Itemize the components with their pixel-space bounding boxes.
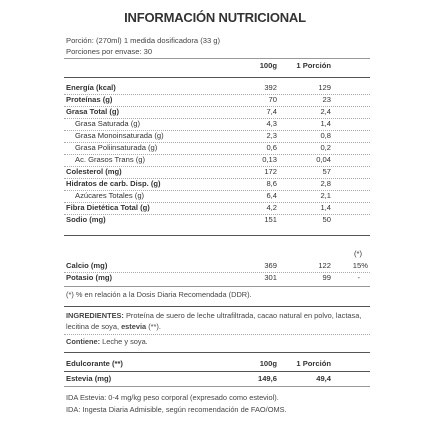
table-row — [66, 118, 370, 130]
divider — [64, 306, 370, 307]
row-value-100g: 6,4 — [266, 191, 277, 200]
row-value-100g: 7,4 — [266, 107, 277, 116]
table-row — [66, 154, 370, 166]
ddr-mark: (*) — [353, 249, 362, 258]
row-value-portion: 2,8 — [320, 179, 331, 188]
row-value-portion: 23 — [322, 95, 331, 104]
row-label: Colesterol (mg) — [66, 167, 122, 176]
row-value-portion: 2,1 — [320, 191, 331, 200]
table-row — [66, 202, 370, 214]
row-value-100g: 392 — [264, 83, 277, 92]
ida-definition: IDA: Ingesta Diaria Admisible, según recomendación de FAO/OMS. — [66, 405, 287, 414]
servings-info: Porciones por envase: 30 — [66, 47, 153, 56]
contains-label: Contiene: — [66, 337, 101, 346]
table-row — [66, 142, 370, 154]
row-label: Azúcares Totales (g) — [75, 191, 145, 200]
contains: Contiene: Leche y soya. — [66, 337, 148, 346]
table-row — [66, 190, 370, 202]
row-value-100g: 2,3 — [266, 131, 277, 140]
table-row — [66, 166, 370, 178]
ingredients-highlight: estevia — [121, 322, 147, 331]
table-row — [66, 214, 370, 226]
row-value-100g: 0,13 — [262, 155, 277, 164]
page-title: INFORMACIÓN NUTRICIONAL — [124, 10, 306, 25]
divider — [64, 235, 370, 236]
table-row: Potasio (mg) 301 99 - — [66, 273, 360, 282]
table-row — [66, 82, 370, 94]
table-header — [66, 60, 370, 72]
ingredients-label: INGREDIENTES: — [66, 311, 124, 320]
table-row — [66, 106, 370, 118]
row-label: Grasa Total (g) — [66, 107, 120, 116]
table-row: Calcio (mg) 369 122 15% — [66, 261, 368, 270]
divider — [64, 386, 370, 387]
row-value-portion: 1,4 — [320, 119, 331, 128]
row-value-portion: 1,4 — [320, 203, 331, 212]
row-label: Grasa Saturada (g) — [75, 119, 140, 128]
row-value-100g: 70 — [268, 95, 277, 104]
row-value-portion: 50 — [322, 215, 331, 224]
row-label: Fibra Dietética Total (g) — [66, 203, 150, 212]
row-value-100g: 8,6 — [266, 179, 277, 188]
row-label: Grasa Monoinsaturada (g) — [75, 131, 164, 140]
row-value-portion: 0,2 — [320, 143, 331, 152]
row-label: Hidratos de carb. Disp. (g) — [66, 179, 161, 188]
row-label: Energía (kcal) — [66, 83, 116, 92]
ida-estevia: IDA Estevia: 0-4 mg/kg peso corporal (expresado como esteviol). — [66, 393, 279, 402]
row-value-portion: 57 — [322, 167, 331, 176]
divider — [64, 371, 370, 372]
ddr-note: (*) % en relación a la Dosis Diaria Recomendada (DDR). — [66, 290, 252, 299]
row-label: Grasa Poliinsaturada (g) — [75, 143, 158, 152]
row-label: Ac. Grasos Trans (g) — [75, 155, 146, 164]
row-label: Proteínas (g) — [66, 95, 113, 104]
table-row — [66, 94, 370, 106]
header-100g: 100g — [259, 61, 277, 70]
row-value-portion: 129 — [318, 83, 331, 92]
divider — [64, 334, 370, 335]
ddr-header — [66, 248, 370, 260]
row-value-100g: 172 — [264, 167, 277, 176]
table-row: Estevia (mg) 149,6 49,4 — [66, 374, 331, 383]
table-row — [66, 178, 370, 190]
row-value-portion: 0,04 — [316, 155, 331, 164]
ingredients: INGREDIENTES: Proteína de suero de leche ultrafiltrada, cacao natural en polvo, lactasa, lecitina de soya, estevia (**). — [66, 311, 362, 331]
row-label: Sodio (mg) — [66, 215, 106, 224]
row-value-100g: 4,3 — [266, 119, 277, 128]
row-value-portion: 0,8 — [320, 131, 331, 140]
divider — [64, 58, 370, 59]
sweetener-header: Edulcorante (**) 100g 1 Porción — [66, 359, 331, 368]
row-value-100g: 151 — [264, 215, 277, 224]
table-row — [66, 130, 370, 142]
row-value-100g: 4,2 — [266, 203, 277, 212]
divider — [64, 286, 370, 287]
portion-info: Porción: (270ml) 1 medida dosificadora (33 g) — [66, 36, 221, 45]
header-portion: 1 Porción — [296, 61, 331, 70]
row-value-100g: 0,6 — [266, 143, 277, 152]
divider — [64, 77, 370, 78]
row-value-portion: 2,4 — [320, 107, 331, 116]
divider — [64, 352, 370, 353]
